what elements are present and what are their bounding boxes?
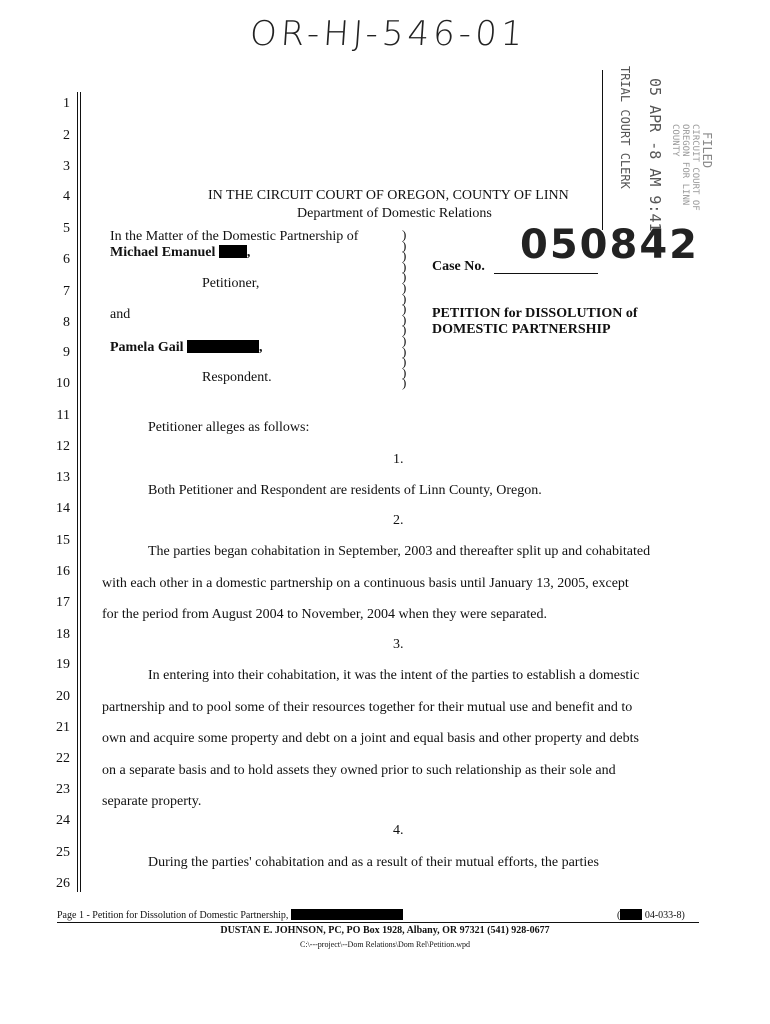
line-number: 22 bbox=[56, 751, 70, 766]
case-no-label: Case No. bbox=[432, 259, 485, 274]
comma: , bbox=[246, 245, 251, 260]
line-number: 6 bbox=[63, 252, 70, 267]
para-3-number: 3. bbox=[393, 637, 404, 652]
footer-ref: ( 04-033-8) bbox=[617, 910, 685, 921]
line-number: 20 bbox=[56, 689, 70, 704]
and-label: and bbox=[110, 307, 131, 322]
line-number: 24 bbox=[56, 813, 70, 828]
para-3-line-5: separate property. bbox=[102, 794, 202, 809]
department: Department of Domestic Relations bbox=[297, 206, 492, 221]
caption-parentheses: ) ) ) ) ) ) ) ) ) ) ) ) ) ) ) bbox=[402, 227, 407, 391]
line-number: 16 bbox=[56, 564, 70, 579]
petitioner-name bbox=[110, 245, 250, 261]
para-3-line-3: own and acquire some property and debt on a joint and equal basis and other property and debts bbox=[102, 731, 639, 746]
para-1: Both Petitioner and Respondent are residents of Linn County, Oregon. bbox=[148, 483, 542, 498]
line-number: 8 bbox=[63, 315, 70, 330]
line-number: 9 bbox=[63, 345, 70, 360]
para-2-number: 2. bbox=[393, 513, 404, 528]
petitioner-label: Petitioner, bbox=[202, 276, 260, 291]
line-number: 12 bbox=[56, 439, 70, 454]
para-3-line-1: In entering into their cohabitation, it was the intent of the parties to establish a domestic bbox=[148, 668, 640, 683]
para-2-line-2: with each other in a domestic partnership on a continuous basis until January 13, 2005, except bbox=[102, 576, 629, 591]
margin-rule-left-2 bbox=[80, 92, 81, 892]
line-number: 13 bbox=[56, 470, 70, 485]
doc-title-line-2: DOMESTIC PARTNERSHIP bbox=[432, 322, 611, 337]
handwritten-case-reference: OR-HJ-546-01 bbox=[248, 14, 528, 54]
footer-path: C:\---project\--Dom Relations\Dom Rel\Petition.wpd bbox=[300, 940, 470, 949]
case-no-underline bbox=[494, 273, 598, 274]
respondent-label: Respondent. bbox=[202, 370, 272, 385]
case-number: 050842 bbox=[520, 222, 699, 268]
para-4-line-1: During the parties' cohabitation and as a result of their mutual efforts, the parties bbox=[148, 855, 599, 870]
respondent-name-text: Pamela Gail bbox=[110, 340, 184, 355]
line-number: 26 bbox=[56, 876, 70, 891]
redaction bbox=[620, 909, 642, 920]
comma: , bbox=[259, 340, 263, 355]
court-title: IN THE CIRCUIT COURT OF OREGON, COUNTY OF LINN bbox=[208, 188, 569, 203]
line-number: 10 bbox=[56, 376, 70, 391]
line-number: 25 bbox=[56, 845, 70, 860]
line-number: 14 bbox=[56, 501, 70, 516]
line-number: 11 bbox=[56, 408, 70, 423]
line-number: 1 bbox=[63, 96, 70, 111]
line-number: 17 bbox=[56, 595, 70, 610]
footer-ref-text: 04-033-8) bbox=[644, 910, 685, 921]
doc-title-line-1: PETITION for DISSOLUTION of bbox=[432, 306, 638, 321]
redaction bbox=[219, 245, 247, 258]
stamp-clerk: TRIAL COURT CLERK bbox=[618, 66, 632, 189]
redaction bbox=[291, 909, 403, 920]
footer-page-label-text: Page 1 - Petition for Dissolution of Domestic Partnership, bbox=[57, 910, 289, 921]
line-number: 21 bbox=[56, 720, 70, 735]
para-4-number: 4. bbox=[393, 823, 404, 838]
footer-rule bbox=[57, 922, 699, 923]
matter-line: In the Matter of the Domestic Partnership of bbox=[110, 229, 359, 244]
footer-page-label bbox=[57, 909, 403, 921]
line-number: 18 bbox=[56, 627, 70, 642]
line-number: 3 bbox=[63, 159, 70, 174]
para-3-line-4: on a separate basis and to hold assets they owned prior to such relationship as their sole and bbox=[102, 763, 616, 778]
para-1-number: 1. bbox=[393, 452, 404, 467]
line-number: 2 bbox=[63, 128, 70, 143]
intro: Petitioner alleges as follows: bbox=[148, 420, 310, 435]
redaction bbox=[187, 340, 259, 353]
margin-rule-left bbox=[77, 92, 78, 892]
stamp-filed: FILED bbox=[700, 132, 714, 169]
para-2-line-1: The parties began cohabitation in September, 2003 and thereafter split up and cohabitated bbox=[148, 544, 651, 559]
line-number: 4 bbox=[63, 189, 70, 204]
line-number: 23 bbox=[56, 782, 70, 797]
stamp-date: 05 APR -8 AM 9:41 bbox=[646, 78, 664, 232]
stamp-court: CIRCUIT COURT OF OREGON FOR LINN COUNTY bbox=[670, 124, 700, 211]
para-3-line-2: partnership and to pool some of their resources together for their mutual use and benefit and to bbox=[102, 700, 633, 715]
line-number: 15 bbox=[56, 533, 70, 548]
respondent-name bbox=[110, 340, 263, 356]
para-2-line-3: for the period from August 2004 to November, 2004 when they were separated. bbox=[102, 607, 547, 622]
line-number: 19 bbox=[56, 657, 70, 672]
petitioner-name-text: Michael Emanuel bbox=[110, 245, 216, 260]
line-number: 5 bbox=[63, 221, 70, 236]
stamp-line bbox=[602, 70, 603, 230]
line-number: 7 bbox=[63, 284, 70, 299]
footer-firm: DUSTAN E. JOHNSON, PC, PO Box 1928, Albany, OR 97321 (541) 928-0677 bbox=[220, 925, 550, 936]
